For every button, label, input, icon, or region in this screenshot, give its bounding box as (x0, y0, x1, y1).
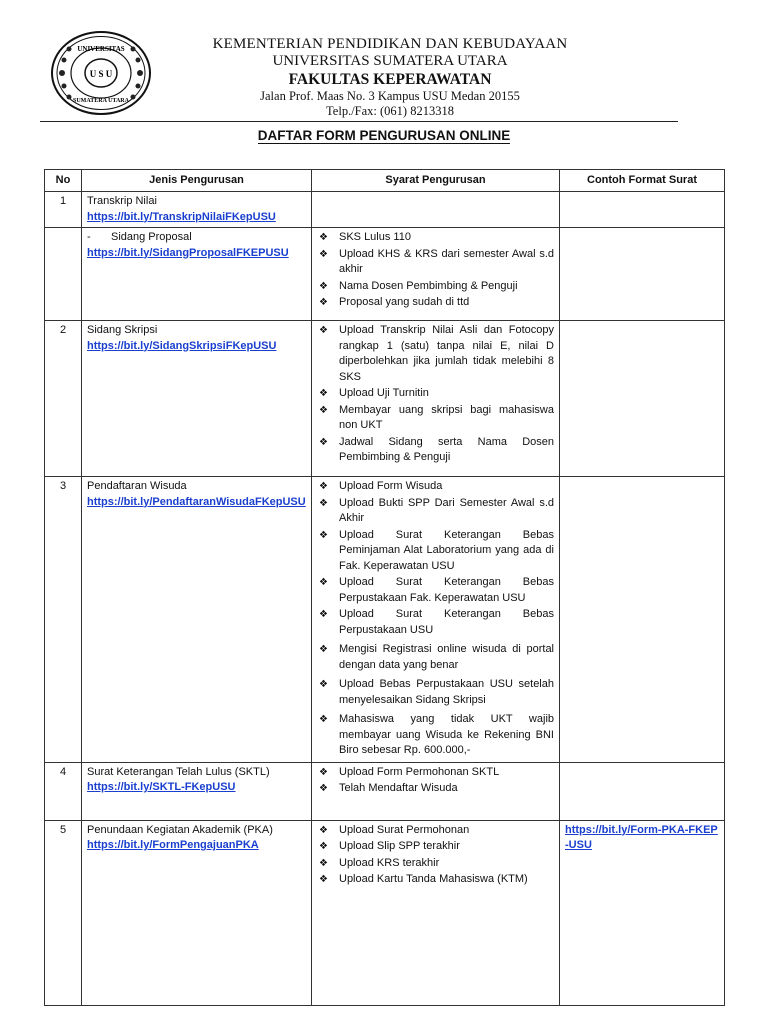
table-row (45, 192, 725, 228)
requirement-item: ❖ Telah Mendaftar Wisuda (317, 781, 554, 797)
requirement-item: ❖ Upload Surat Keterangan Bebas Perpustakaan USU (319, 608, 554, 636)
forms-table (44, 169, 725, 1006)
letterhead (150, 36, 630, 119)
university-name: UNIVERSITAS SUMATERA UTARA (272, 53, 508, 69)
table-row (45, 477, 725, 763)
form-link[interactable]: https://bit.ly/SidangSkripsiFKepUSU (87, 339, 277, 352)
requirement-item: ❖ Mengisi Registrasi online wisuda di portal dengan data yang benar (319, 643, 554, 671)
table-row (45, 228, 725, 321)
table-header-row (45, 170, 725, 192)
address: Jalan Prof. Maas No. 3 Kampus USU Medan 20155 (260, 89, 520, 103)
diamond-bullet-icon: ❖ (319, 766, 328, 778)
diamond-bullet-icon: ❖ (319, 529, 328, 541)
requirement-item: ❖ Upload Form Wisuda (317, 479, 554, 495)
requirement-item: ❖ Upload Surat Keterangan Bebas Peminjaman Alat Laboratorium yang ada di Fak. Keperawatan USU (319, 528, 554, 572)
table-row (45, 820, 725, 1005)
jenis-title: - Sidang Proposal (87, 231, 192, 243)
diamond-bullet-icon: ❖ (319, 644, 328, 655)
row-number: 1 (45, 192, 82, 228)
diamond-bullet-icon: ❖ (319, 280, 328, 292)
contoh-cell (560, 321, 725, 477)
jenis-cell (82, 192, 312, 228)
syarat-cell (312, 192, 560, 228)
diamond-bullet-icon: ❖ (319, 679, 328, 690)
syarat-cell (312, 321, 560, 477)
ministry-name: KEMENTERIAN PENDIDIKAN DAN KEBUDAYAAN (212, 36, 568, 52)
jenis-title: Surat Keterangan Telah Lulus (SKTL) (87, 765, 270, 778)
diamond-bullet-icon: ❖ (319, 714, 328, 725)
table-row (45, 321, 725, 477)
requirement-item: ❖ Proposal yang sudah di ttd (317, 295, 554, 311)
requirement-item: ❖ Upload KRS terakhir (317, 856, 554, 872)
diamond-bullet-icon: ❖ (319, 436, 328, 448)
university-seal-logo (50, 30, 152, 116)
row-number: 4 (45, 762, 82, 820)
requirement-item: ❖ Upload KHS & KRS dari semester Awal s.d akhir (319, 247, 554, 275)
syarat-cell (312, 228, 560, 321)
jenis-title: Sidang Skripsi (87, 324, 158, 336)
phone-fax: Telp./Fax: (061) 8213318 (326, 104, 454, 118)
svg-text:SUMATERA UTARA: SUMATERA UTARA (73, 98, 129, 104)
requirement-item: ❖ Upload Bebas Perpustakaan USU setelah menyelesaikan Sidang Skripsi (319, 678, 554, 706)
diamond-bullet-icon: ❖ (319, 248, 328, 260)
requirement-item: ❖ Upload Kartu Tanda Mahasiswa (KTM) (317, 872, 554, 888)
diamond-bullet-icon: ❖ (319, 481, 328, 492)
requirement-item: ❖ Upload Transkrip Nilai Asli dan Fotocopy rangkap 1 (satu) tanpa nilai E, nilai D diperbolehkan jika jumlah tidak melebihi 8 SKS (319, 324, 554, 383)
form-link[interactable]: https://bit.ly/FormPengajuanPKA (87, 839, 259, 851)
diamond-bullet-icon: ❖ (319, 609, 328, 620)
diamond-bullet-icon: ❖ (319, 874, 328, 885)
requirement-item: ❖ Nama Dosen Pembimbing & Penguji (317, 279, 554, 295)
syarat-cell (312, 820, 560, 1005)
diamond-bullet-icon: ❖ (319, 404, 328, 416)
diamond-bullet-icon: ❖ (319, 824, 328, 836)
diamond-bullet-icon: ❖ (319, 232, 328, 243)
contoh-cell (560, 762, 725, 820)
diamond-bullet-icon: ❖ (319, 841, 328, 852)
row-number: 5 (45, 820, 82, 1005)
jenis-title: Penundaan Kegiatan Akademik (PKA) (87, 823, 273, 836)
form-link[interactable]: https://bit.ly/PendaftaranWisudaFKepUSU (87, 495, 306, 508)
jenis-title: Pendaftaran Wisuda (87, 480, 187, 492)
faculty-name: FAKULTAS KEPERAWATAN (288, 71, 492, 88)
row-number: 3 (45, 477, 82, 763)
document-title: DAFTAR FORM PENGURUSAN ONLINE (257, 128, 511, 143)
requirement-item: ❖ Upload Surat Permohonan (317, 823, 554, 839)
jenis-cell (82, 228, 312, 321)
contoh-cell (560, 228, 725, 321)
jenis-cell (82, 321, 312, 477)
format-example-link[interactable]: https://bit.ly/Form-PKA-FKEP-USU (565, 823, 718, 851)
contoh-cell (560, 477, 725, 763)
row-number: 2 (45, 321, 82, 477)
jenis-cell (82, 477, 312, 763)
diamond-bullet-icon: ❖ (319, 783, 328, 794)
col-header-jenis: Jenis Pengurusan (82, 170, 312, 192)
form-link[interactable]: https://bit.ly/TranskripNilaiFKepUSU (87, 210, 276, 223)
svg-text:UNIVERSITAS: UNIVERSITAS (77, 45, 125, 53)
contoh-cell (560, 820, 725, 1005)
diamond-bullet-icon: ❖ (319, 497, 328, 509)
requirement-item: ❖ Upload Uji Turnitin (317, 386, 554, 402)
table-row (45, 762, 725, 820)
form-link[interactable]: https://bit.ly/SKTL-FKepUSU (87, 781, 236, 793)
jenis-cell (82, 762, 312, 820)
syarat-cell (312, 477, 560, 763)
col-header-contoh: Contoh Format Surat (560, 170, 725, 192)
requirement-item: ❖ Upload Slip SPP terakhir (317, 839, 554, 855)
requirement-item: ❖ SKS Lulus 110 (317, 230, 554, 246)
diamond-bullet-icon: ❖ (319, 577, 328, 588)
jenis-title: Transkrip Nilai (87, 195, 157, 207)
requirement-item: ❖ Membayar uang skripsi bagi mahasiswa non UKT (319, 403, 554, 431)
contoh-cell (560, 192, 725, 228)
col-header-no: No (45, 170, 82, 192)
col-header-syarat: Syarat Pengurusan (312, 170, 560, 192)
jenis-cell (82, 820, 312, 1005)
requirement-item: ❖ Upload Form Permohonan SKTL (317, 765, 554, 781)
diamond-bullet-icon: ❖ (319, 297, 328, 308)
syarat-cell (312, 762, 560, 820)
svg-text:U S U: U S U (89, 69, 113, 79)
requirement-item: ❖ Mahasiswa yang tidak UKT wajib membayar uang Wisuda ke Rekening BNI Biro sebesar Rp. 600.000,- (319, 713, 554, 756)
diamond-bullet-icon: ❖ (319, 325, 328, 336)
form-link[interactable]: https://bit.ly/SidangProposalFKEPUSU (87, 246, 289, 259)
requirement-item: ❖ Upload Bukti SPP Dari Semester Awal s.d Akhir (319, 496, 554, 524)
letterhead-divider (40, 121, 678, 122)
row-number (45, 228, 82, 321)
requirement-item: ❖ Upload Surat Keterangan Bebas Perpustakaan Fak. Keperawatan USU (319, 576, 554, 604)
requirement-item: ❖ Jadwal Sidang serta Nama Dosen Pembimbing & Penguji (319, 435, 554, 463)
diamond-bullet-icon: ❖ (319, 857, 328, 869)
diamond-bullet-icon: ❖ (319, 388, 328, 399)
